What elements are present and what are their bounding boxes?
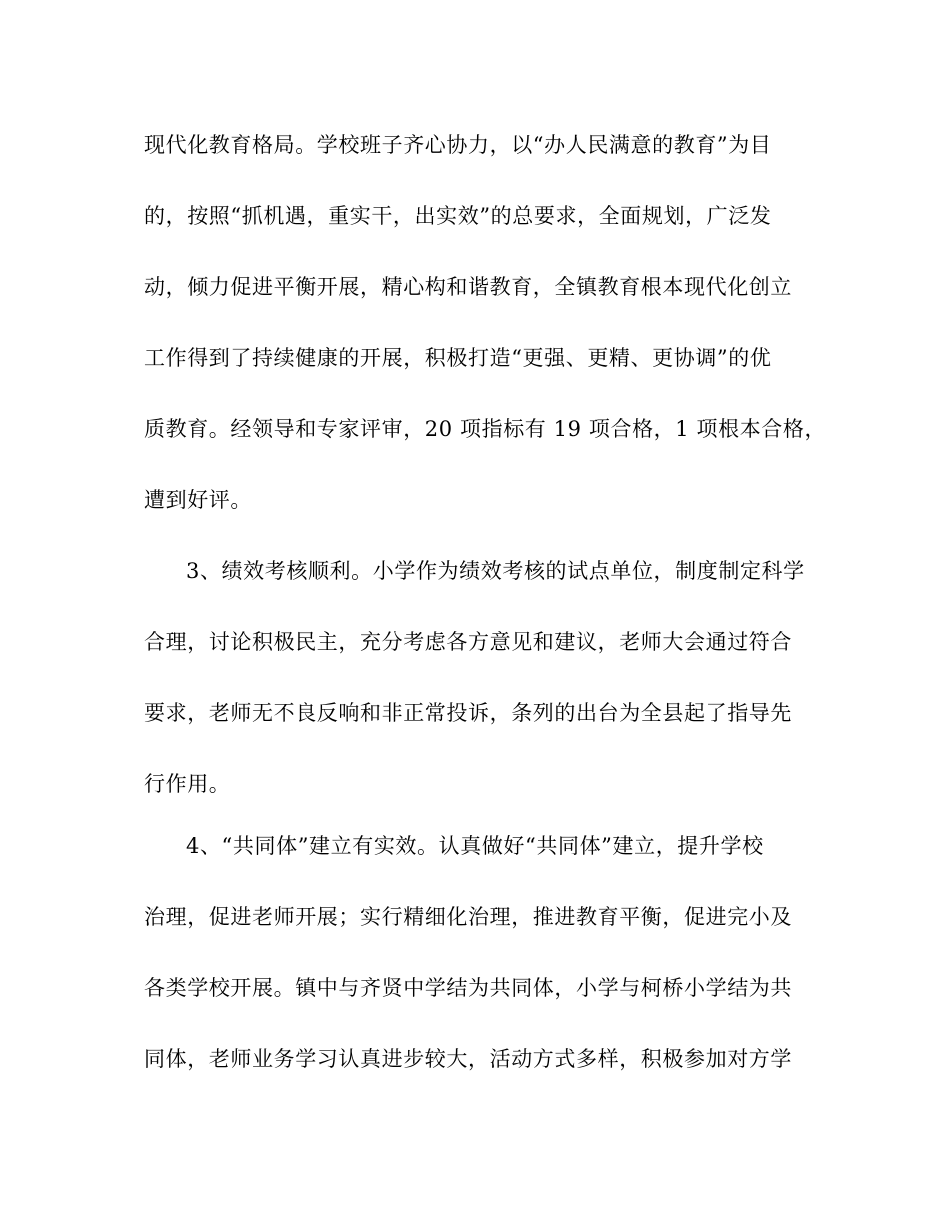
paragraph-line-13: 各类学校开展。镇中与齐贤中学结为共同体，小学与柯桥小学结为共 xyxy=(144,976,792,1000)
paragraph-line-10: 行作用。 xyxy=(144,772,231,796)
paragraph-line-3: 动，倾力促进平衡开展，精心构和谐教育，全镇教育根本现代化创立 xyxy=(144,275,792,299)
paragraph-line-6: 遭到好评。 xyxy=(144,488,252,512)
paragraph-line-9: 要求，老师无不良反响和非正常投诉，条列的出台为全县起了指导先 xyxy=(144,701,792,725)
paragraph-line-12: 治理，促进老师开展；实行精细化治理，推进教育平衡，促进完小及 xyxy=(144,905,792,929)
paragraph-line-14: 同体，老师业务学习认真进步较大，活动方式多样，积极参加对方学 xyxy=(144,1047,792,1071)
section-4-heading-line: 4、“共同体”建立有实效。认真做好“共同体”建立，提升学校 xyxy=(186,834,764,858)
paragraph-line-2: 的，按照“抓机遇，重实干，出实效”的总要求，全面规划，广泛发 xyxy=(144,204,772,228)
paragraph-line-8: 合理，讨论积极民主，充分考虑各方意见和建议，老师大会通过符合 xyxy=(144,630,792,654)
paragraph-line-4: 工作得到了持续健康的开展，积极打造“更强、更精、更协调”的优 xyxy=(144,346,772,370)
paragraph-line-1: 现代化教育格局。学校班子齐心协力，以“办人民满意的教育”为目 xyxy=(144,133,772,157)
section-3-heading-line: 3、绩效考核顺利。小学作为绩效考核的试点单位，制度制定科学 xyxy=(186,559,805,583)
paragraph-line-5: 质教育。经领导和专家评审，20 项指标有 19 项合格，1 项根本合格， xyxy=(144,417,827,441)
